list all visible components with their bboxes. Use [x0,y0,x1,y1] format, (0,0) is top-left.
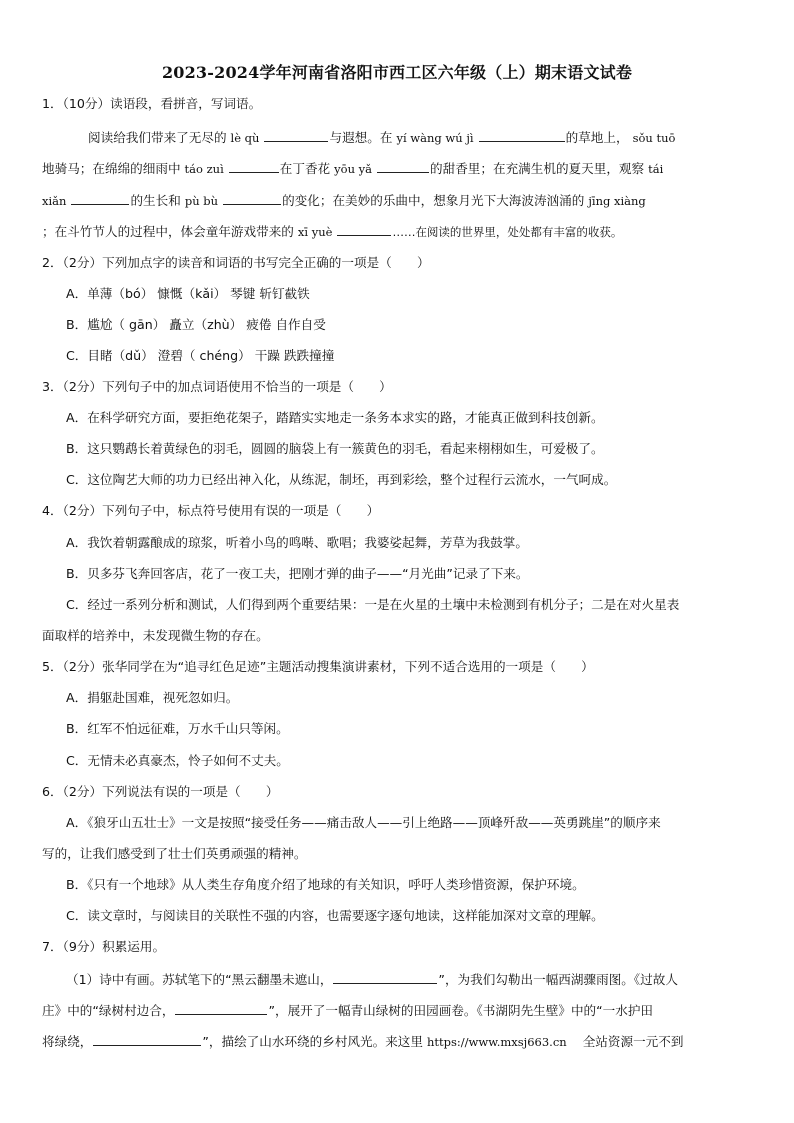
q7-line-3: 将绿绕， ”，描绘了山水环绕的乡村风光。来这里 https://www.mxsj663.cn 全站资源一元不到 [42,1034,684,1049]
answer-blank[interactable] [229,160,279,173]
q2-option-b[interactable]: B．尴尬（ gān） 矗立（zhù） 疲倦 自作自受 [66,317,326,332]
q4-option-c[interactable]: C．经过一系列分析和测试，人们得到两个重要结果：一是在火星的土壤中未检测到有机分子；二是在对火星表 [66,597,680,612]
q4-heading: 4．（2分）下列句子中，标点符号使用有误的一项是（ ） [42,503,380,518]
q7-heading: 7．（9分）积累运用。 [42,939,166,954]
q1-heading: 1．（10分）读语段，看拼音，写词语。 [42,96,262,111]
q7-line-2: 庄》中的“绿树村边合， ”，展开了一幅青山绿树的田园画卷。《书湖阴先生壁》中的“一水护田 [42,1003,654,1018]
answer-blank[interactable] [93,1033,201,1046]
q6-option-a[interactable]: A．《狼牙山五壮士》一文是按照“接受任务——痛击敌人——引上绝路——顶峰歼敌——英勇跳崖”的顺序来 [66,815,661,830]
q1-line-3: xiǎn 的生长和 pù bù 的变化；在美妙的乐曲中，想象月光下大海波涛汹涌的 jīng xiàng [42,193,646,208]
q6-option-a-cont: 写的，让我们感受到了壮士们英勇顽强的精神。 [42,846,307,861]
exam-title: 2023-2024学年河南省洛阳市西工区六年级（上）期末语文试卷 [161,63,633,82]
q3-option-c[interactable]: C．这位陶艺大师的功力已经出神入化，从练泥，制坯，再到彩绘，整个过程行云流水，一气呵成。 [66,472,617,487]
q5-heading: 5．（2分）张华同学在为“追寻红色足迹”主题活动搜集演讲素材，下列不适合选用的一项是（ ） [42,659,594,674]
answer-blank[interactable] [264,129,328,142]
q1-line-4: ；在斗竹节人的过程中，体会童年游戏带来的 xī yuè ……在阅读的世界里，处处都有丰富的收获。 [42,224,623,239]
answer-blank[interactable] [333,971,437,984]
q5-option-c[interactable]: C．无情未必真豪杰，怜子如何不丈夫。 [66,753,289,768]
q6-heading: 6．（2分）下列说法有误的一项是（ ） [42,784,279,799]
q3-heading: 3．（2分）下列句子中的加点词语使用不恰当的一项是（ ） [42,379,392,394]
q2-option-a[interactable]: A．单薄（bó） 慷慨（kǎi） 琴键 斩钉截铁 [66,286,310,301]
q1-line-2: 地骑马；在绵绵的细雨中 táo zuì 在丁香花 yōu yǎ 的甜香里；在充满生机的夏天里，观察 tái [42,161,664,176]
q5-option-a[interactable]: A．捐躯赴国难，视死忽如归。 [66,690,239,705]
q4-option-a[interactable]: A．我饮着朝露酿成的琼浆，听着小鸟的鸣啭、歌唱；我婆娑起舞，芳草为我鼓掌。 [66,535,528,550]
answer-blank[interactable] [71,192,129,205]
q6-option-c[interactable]: C．读文章时，与阅读目的关联性不强的内容，也需要逐字逐句地读，这样能加深对文章的理解。 [66,908,604,923]
source-link[interactable]: https://www.mxsj663.cn [427,1035,567,1049]
q1-line-1: 阅读给我们带来了无尽的 lè qù 与遐想。在 yí wàng wú jì 的草地上， sǒu tuō [88,130,676,145]
answer-blank[interactable] [479,129,565,142]
q6-option-b[interactable]: B．《只有一个地球》从人类生存角度介绍了地球的有关知识，呼吁人类珍惜资源，保护环境。 [66,877,585,892]
q3-option-a[interactable]: A．在科学研究方面，要拒绝花架子，踏踏实实地走一条务本求实的路，才能真正做到科技创新。 [66,410,604,425]
q2-option-c[interactable]: C．目睹（dǔ） 澄碧（ chéng） 干躁 跌跌撞撞 [66,348,335,363]
answer-blank[interactable] [175,1002,267,1015]
q4-option-b[interactable]: B．贝多芬飞奔回客店，花了一夜工夫，把刚才弹的曲子——“月光曲”记录了下来。 [66,566,529,581]
answer-blank[interactable] [377,160,429,173]
q3-option-b[interactable]: B．这只鹦鹉长着黄绿色的羽毛，圆圆的脑袋上有一簇黄色的羽毛，看起来栩栩如生，可爱极了。 [66,441,604,456]
q7-line-1: （1）诗中有画。苏轼笔下的“黑云翻墨未遮山， ”，为我们勾勒出一幅西湖骤雨图。《过故人 [66,972,678,987]
q2-heading: 2．（2分）下列加点字的读音和词语的书写完全正确的一项是（ ） [42,255,430,270]
answer-blank[interactable] [223,192,281,205]
q5-option-b[interactable]: B．红军不怕远征难，万水千山只等闲。 [66,721,289,736]
answer-blank[interactable] [337,223,391,236]
q4-option-c-cont: 面取样的培养中，未发现微生物的存在。 [42,628,269,643]
